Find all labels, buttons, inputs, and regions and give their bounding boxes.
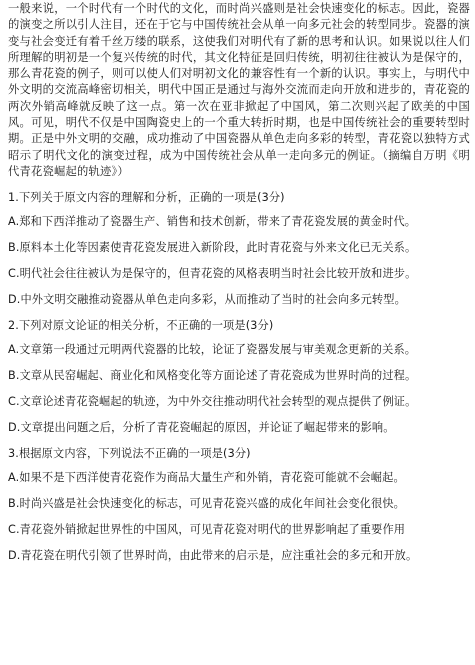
option-d: D.青花瓷在明代引领了世界时尚，由此带来的启示是，应注重社会的多元和开放。: [8, 549, 418, 563]
option-b: B.文章从民窑崛起、商业化和风格变化等方面论述了青花瓷成为世界时尚的过程。: [8, 369, 417, 383]
option-c: C.明代社会往往被认为是保守的，但青花瓷的风格表明当时社会比较开放和进步。: [8, 267, 417, 281]
option-d: D.文章提出问题之后，分析了青花瓷崛起的原因，并论证了崛起带来的影响。: [8, 421, 395, 435]
option-c: C.青花瓷外销掀起世界性的中国风，可见青花瓷对明代的世界影响起了重要作用: [8, 523, 406, 537]
option-d: D.中外文明交融推动瓷器从单色走向多彩，从而推动了当时的社会向多元转型。: [8, 293, 406, 307]
question-1: [8, 190, 470, 308]
option-c: C.文章论述青花瓷崛起的轨迹，为中外交往推动明代社会转型的观点提供了例证。: [8, 395, 417, 409]
question-stem: 3.根据原文内容，下列说法不正确的一项是(3分): [8, 447, 251, 461]
option-a: A.郑和下西洋推动了瓷器生产、销售和技术创新，带来了青花瓷发展的黄金时代。: [8, 215, 417, 229]
option-b: B.原料本土化等因素使青花瓷发展进入新阶段，此时青花瓷与外来文化已无关系。: [8, 241, 417, 255]
reading-passage: 一般来说，一个时代有一个时代的文化，而时尚兴盛则是社会快速变化的标志。因此，瓷器的演变之所以引人注目，还在于它与中国传统社会从单一向多元社会的转型同步。瓷器的演变与社会变迁有着千丝万缕的联系，这使我们对明代有了新的思考和认识。如果说以往人们所理解的明初是一个复兴传统的时代，其文化特征是回归传统，明初往往被认为是保守的，那么青花瓷的例子，则可以使人们对明初文化的兼容性有一个新的认识。事实上，与明代中外文明的交流高峰密切相关，明代中国正是通过与海外交流而走向开放和进步的，青花瓷的两次外销高峰就反映了这一点。第一次在亚非掀起了中国风，第二次则兴起了欧美的中国风。可见，明代不仅是中国陶瓷史上的一个重大转折时期，也是中国传统社会的重要转型时期。正是中外文明的交融，成功推动了中国瓷器从单色走向多彩的转型，青花瓷以独特方式昭示了明代文化的演变过程，成为中国传统社会从单一走向多元的例证。（摘编自万明《明代青花瓷崛起的轨迹》）: [8, 2, 470, 178]
question-2: [8, 318, 470, 436]
question-3: [8, 446, 470, 564]
option-a: A.文章第一段通过元明两代瓷器的比较，论证了瓷器发展与审美观念更新的关系。: [8, 343, 417, 357]
option-a: A.如果不是下西洋使青花瓷作为商品大量生产和外销，青花瓷可能就不会崛起。: [8, 471, 405, 485]
question-stem: 1.下列关于原文内容的理解和分析，正确的一项是(3分): [8, 191, 285, 205]
question-stem: 2.下列对原文论证的相关分析，不正确的一项是(3分): [8, 319, 274, 333]
option-b: B.时尚兴盛是社会快速变化的标志，可见青花瓷兴盛的成化年间社会变化很快。: [8, 497, 406, 511]
